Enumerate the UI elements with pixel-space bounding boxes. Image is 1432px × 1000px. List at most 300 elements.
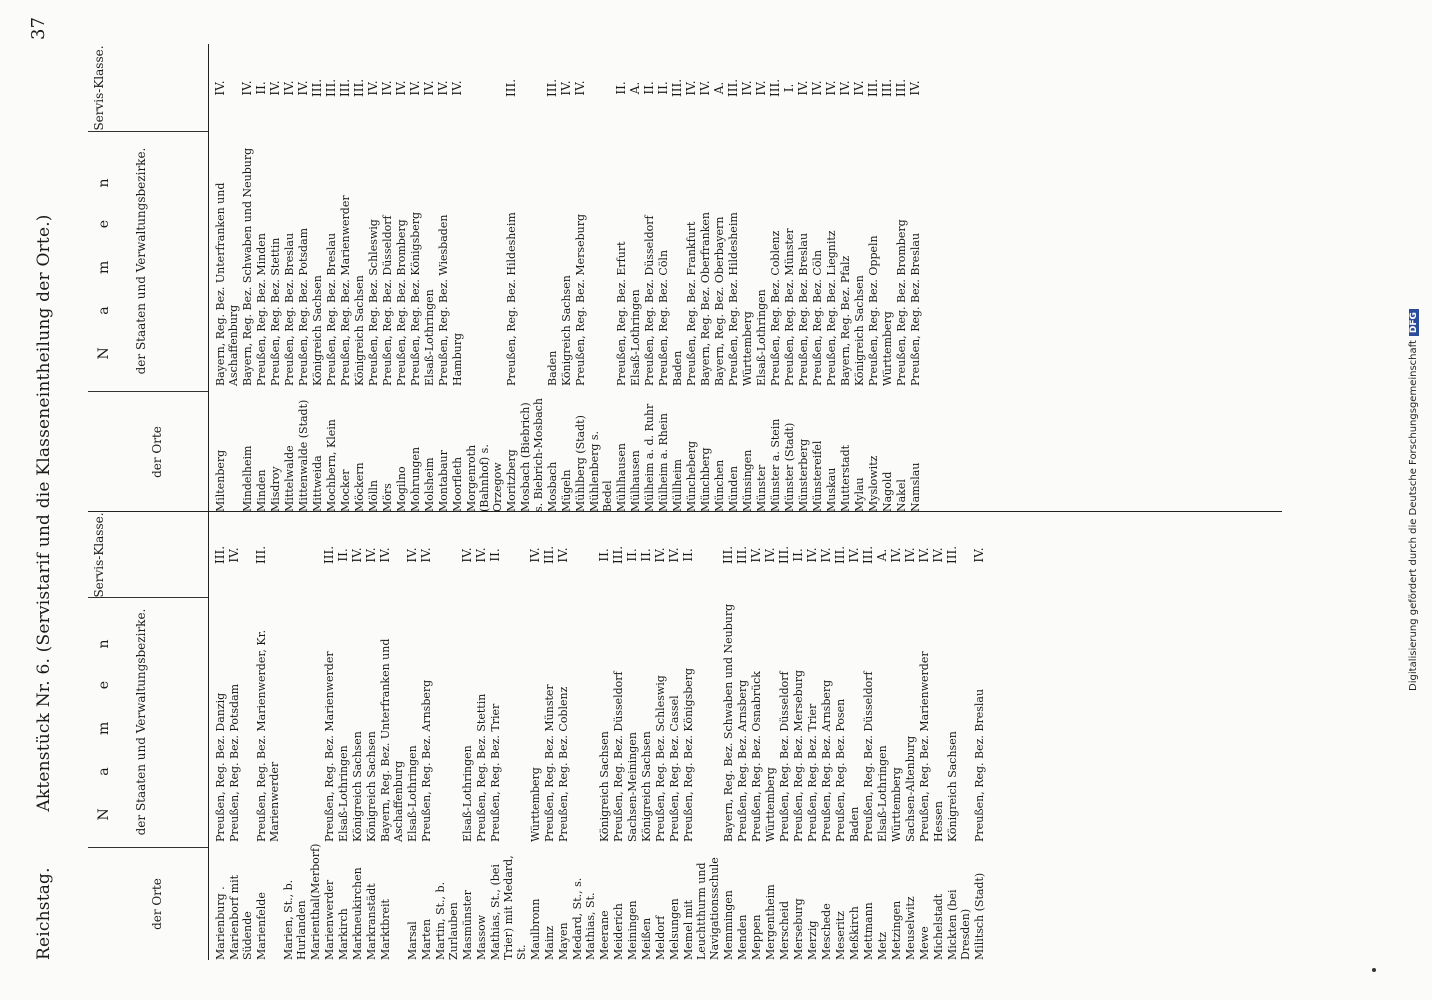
servis-class: IV. (917, 547, 931, 563)
district-name: Preußen, Reg. Bez. Münster (783, 228, 796, 386)
place-name: Meiderich (612, 903, 625, 960)
place-name: Mühlenberg s. Bedel (588, 430, 614, 512)
district-name: Bayern, Reg. Bez. Schwaben und Neuburg (722, 603, 735, 842)
district-name: Preußen, Reg. Bez. Coblenz (557, 686, 570, 842)
header-staaten-right: der Staaten und Verwaltungsbezirke. (134, 147, 148, 375)
district-name: Preußen, Reg. Bez. Minden (255, 233, 268, 386)
table-row (805, 512, 819, 960)
table-row (889, 512, 903, 960)
table-row (366, 44, 380, 512)
place-name: Marienfelde (255, 892, 268, 960)
table-row (408, 44, 422, 512)
servis-class: II. (656, 81, 670, 95)
district-name: Preußen, Reg. Bez. Marienwerder (339, 195, 352, 386)
servis-class: III. (310, 78, 324, 98)
district-name: Königreich Sachsen (351, 731, 364, 842)
place-name: Meßkirch (848, 906, 861, 960)
servis-class: IV. (838, 80, 852, 96)
table-row (796, 44, 810, 512)
place-name: Münster (Stadt) (783, 422, 796, 512)
table-row (528, 512, 542, 960)
servis-class: IV. (422, 80, 436, 96)
place-name: Menden (736, 914, 749, 960)
right-table (88, 44, 1282, 512)
header-namen: N a m e n (96, 625, 112, 821)
page-number: 37 (28, 16, 49, 40)
district-name: Elsaß-Lothringen (337, 745, 350, 842)
place-name: Marienwerder (323, 879, 336, 960)
table-row (352, 44, 366, 512)
servis-class: IV. (296, 80, 310, 96)
district-name: Königreich Sachsen (598, 731, 611, 842)
table-row (559, 44, 573, 512)
servis-class: III. (833, 545, 847, 565)
servis-class: II. (614, 81, 628, 95)
servis-class: IV. (450, 80, 464, 96)
place-name: Meschede (820, 903, 833, 960)
place-name: Mainz (543, 925, 556, 960)
servis-class: III. (894, 78, 908, 98)
place-name: Marsal (406, 921, 419, 960)
servis-class: IV. (405, 547, 419, 563)
district-name: Preußen, Reg. Bez. Schleswig (367, 219, 380, 386)
header-orte: der Orte (150, 878, 164, 930)
servis-class: IV. (698, 80, 712, 96)
table-row (880, 44, 894, 512)
district-name: Sachsen-Altenburg (904, 735, 917, 842)
servis-class: IV. (419, 547, 433, 563)
place-name: Münstereifel (811, 440, 824, 512)
district-name: Baden (848, 806, 861, 842)
table-row (642, 44, 656, 512)
servis-class: III. (866, 78, 880, 98)
scan-speck (1372, 968, 1376, 972)
district-name: Preußen, Reg. Bez. Erfurt (615, 241, 628, 386)
district-name: Württemberg (764, 767, 777, 842)
servis-class: II. (488, 548, 502, 562)
district-name: Königreich Sachsen (946, 731, 959, 842)
place-name: Marienborf mit Südende (228, 874, 254, 960)
place-name: Markirch (337, 908, 350, 960)
servis-class: IV. (903, 547, 917, 563)
table-row (791, 512, 805, 960)
servis-class: IV. (366, 80, 380, 96)
table-row (721, 512, 735, 960)
place-name: Namslau (909, 462, 922, 512)
table-row (749, 512, 763, 960)
table-row (240, 44, 254, 512)
district-name: Preußen, Reg. Bez. Danzig (214, 692, 227, 842)
header-klasse: Servis-Klasse. (92, 512, 106, 598)
place-name: Meißen (640, 917, 653, 960)
table-row (336, 512, 350, 960)
district-name: Königreich Sachsen (853, 275, 866, 386)
place-name: Mörs (381, 483, 394, 512)
servis-class: IV. (380, 80, 394, 96)
place-name: Maulbronn (529, 898, 542, 960)
servis-class: IV. (847, 547, 861, 563)
district-name: Königreich Sachsen (640, 731, 653, 842)
place-name: Mayen (557, 922, 570, 960)
district-name: Preußen, Reg. Bez. Königsberg (409, 211, 422, 386)
right-table-header (88, 44, 209, 512)
place-name: Mylau (853, 477, 866, 512)
servis-class: IV. (556, 547, 570, 563)
servis-class: III. (945, 545, 959, 565)
table-row (296, 44, 310, 512)
servis-class: A. (712, 81, 726, 95)
place-name: Meiningen (626, 900, 639, 960)
servis-class: IV. (684, 80, 698, 96)
district-name: Königreich Sachsen (560, 275, 573, 386)
table-row (545, 44, 559, 512)
place-name: Mosbach (Biebrich) s. Biebrich-Mosbach (519, 398, 545, 512)
table-row (639, 512, 653, 960)
table-row (726, 44, 740, 512)
servis-class: IV. (805, 547, 819, 563)
place-name: Mügeln (560, 469, 573, 512)
servis-class: IV. (796, 80, 810, 96)
place-name: Meerane (598, 910, 611, 960)
place-name: Mittelwalde (283, 445, 296, 512)
servis-class: IV. (436, 80, 450, 96)
table-row (281, 512, 308, 960)
table-row (670, 44, 684, 512)
servis-class: IV. (889, 547, 903, 563)
servis-class: IV. (972, 547, 986, 563)
place-name: Merzig (806, 920, 819, 960)
servis-class: I. (782, 83, 796, 93)
district-name: Preußen, Reg. Bez. Merseburg (574, 213, 587, 386)
servis-class: IV. (282, 80, 296, 96)
servis-class: IV. (394, 80, 408, 96)
servis-class: III. (721, 545, 735, 565)
table-row (213, 512, 227, 960)
district-name: Württemberg (529, 767, 542, 842)
table-row (324, 44, 338, 512)
table-row (474, 512, 488, 960)
place-name: Michelstadt (932, 893, 945, 960)
place-name: Mewe (918, 926, 931, 960)
district-name: Preußen, Reg. Bez. Arnsberg (420, 679, 433, 842)
left-table (88, 512, 1282, 960)
district-name: Königreich Sachsen (353, 275, 366, 386)
servis-class: IV. (364, 547, 378, 563)
district-name: Preußen, Reg. Bez. Liegnitz (825, 230, 838, 386)
table-row (436, 44, 450, 512)
place-name: Marienthal(Merborf) (309, 843, 322, 960)
district-name: Elsaß-Lothringen (423, 289, 436, 386)
servis-class: IV. (852, 80, 866, 96)
servis-class: IV. (749, 547, 763, 563)
table-row (488, 512, 528, 960)
table-row (908, 44, 922, 512)
credit-text: Digitalisierung gefördert durch die Deutsche Forschungsgemeinschaft (1408, 340, 1419, 691)
place-name: Mittenwalde (Stadt) (297, 399, 310, 512)
district-name: Sachsen-Meiningen (626, 732, 639, 842)
table-row (894, 44, 908, 512)
district-name: Elsaß-Lothringen (755, 289, 768, 386)
district-name: Preußen, Reg. Bez. Potsdam (228, 683, 241, 842)
table-row (768, 44, 782, 512)
district-name: Preußen, Reg. Bez. Königsberg (682, 667, 695, 842)
table-row (364, 512, 378, 960)
place-name: Miltenberg (214, 449, 227, 512)
table-row (227, 512, 254, 960)
district-name: Preußen, Reg. Bez. Marienwerder (918, 651, 931, 842)
table-row (394, 44, 408, 512)
place-name: Meseritz (834, 911, 847, 960)
table-row (847, 512, 861, 960)
table-row (824, 44, 838, 512)
place-name: Möckern (353, 462, 366, 512)
servis-class: III. (254, 545, 268, 565)
district-name: Preußen, Reg. Bez. Düsseldorf (381, 215, 394, 386)
table-row (656, 44, 670, 512)
district-name: Preußen, Reg. Bez. Schleswig (654, 675, 667, 842)
header-reichstag: Reichstag. (34, 867, 54, 960)
district-name: Preußen, Reg. Bez. Potsdam (297, 227, 310, 386)
table-row (433, 512, 460, 960)
district-name: Preußen, Reg. Bez. Arnsberg (820, 679, 833, 842)
servis-class: III. (861, 545, 875, 565)
district-name: Elsaß-Lothringen (876, 745, 889, 842)
place-name: Mettmann (862, 902, 875, 960)
table-row (350, 512, 364, 960)
place-name: Misdroy (269, 466, 282, 512)
district-name: Württemberg (881, 311, 894, 386)
place-name: Moorfleth (451, 456, 464, 512)
district-name: Preußen, Reg. Bez. Breslau (909, 232, 922, 386)
servis-class: III. (670, 78, 684, 98)
district-name: Preußen, Reg. Bez. Breslau (973, 688, 986, 842)
district-name: Preußen, Reg. Bez. Düsseldorf (643, 215, 656, 386)
table-row (419, 512, 433, 960)
place-name: Mindelheim (241, 445, 254, 512)
table-row (667, 512, 681, 960)
place-name: Markneukirchen (351, 867, 364, 960)
district-name: Preußen, Reg. Bez. Münster (543, 684, 556, 842)
table-row (460, 512, 474, 960)
place-name: Mohrungen (409, 446, 422, 512)
servis-class: IV. (573, 80, 587, 96)
table-row (861, 512, 875, 960)
servis-class: III. (352, 78, 366, 98)
district-name: Preußen, Reg. Bez. Düsseldorf (778, 671, 791, 842)
servis-class: III. (545, 78, 559, 98)
place-name: Minden (255, 469, 268, 512)
district-name: Bayern, Reg. Bez. Oberfranken (699, 212, 712, 386)
table-row (735, 512, 749, 960)
servis-class: II. (639, 548, 653, 562)
place-name: München (713, 459, 726, 512)
district-name: Preußen, Reg. Bez. Posen (834, 698, 847, 842)
table-row (763, 512, 777, 960)
place-name: Mittweida (311, 455, 324, 512)
district-name: Königreich Sachsen (365, 731, 378, 842)
table-row (614, 44, 628, 512)
servis-class: II. (625, 548, 639, 562)
table-row (611, 512, 625, 960)
district-name: Elsaß-Lothringen (406, 745, 419, 842)
place-name: Marienburg . (214, 886, 227, 960)
servis-class: IV. (763, 547, 777, 563)
header-orte-right: der Orte (150, 426, 164, 478)
servis-class: III. (735, 545, 749, 565)
district-name: Preußen, Reg. Bez. Wiesbaden (437, 214, 450, 386)
place-name: Münster (755, 464, 768, 512)
place-name: Mülheim a. Rhein (657, 413, 670, 512)
servis-class: II. (336, 548, 350, 562)
table-row (556, 512, 570, 960)
place-name: Marten (420, 918, 433, 960)
place-name: Meldorf (654, 915, 667, 960)
table-row (903, 512, 917, 960)
servis-class: III. (726, 78, 740, 98)
servis-class: A. (628, 81, 642, 95)
place-name: Metz (876, 932, 889, 960)
table-row (573, 44, 587, 512)
servis-class: III. (213, 545, 227, 565)
table-row (518, 44, 545, 512)
district-name: Preußen, Reg. Bez. Stettin (269, 237, 282, 386)
table-row (380, 44, 394, 512)
district-name: Preußen, Reg. Bez. Stettin (475, 693, 488, 842)
place-name: Metzingen (890, 900, 903, 960)
place-name: Mogilno (395, 466, 408, 512)
district-name: Preußen, Reg. Bez. Hildesheim (727, 212, 740, 386)
servis-class: II. (642, 81, 656, 95)
servis-class: IV. (528, 547, 542, 563)
table-row (422, 44, 436, 512)
table-row (740, 44, 754, 512)
table-row (866, 44, 880, 512)
table-row (308, 512, 322, 960)
table-row (570, 512, 597, 960)
place-name: Mathias, St., (bei Trier) mit Medard, St. (489, 855, 528, 960)
table-row (777, 512, 791, 960)
place-name: Mölln (367, 479, 380, 512)
right-rows (213, 44, 922, 512)
servis-class: III. (322, 545, 336, 565)
servis-class: IV. (667, 547, 681, 563)
table-row (282, 44, 296, 512)
servis-class: III. (880, 78, 894, 98)
servis-class: IV. (240, 80, 254, 96)
district-name: Bayern, Reg. Bez. Pfalz (839, 255, 852, 386)
place-name: Medard, St., s. Mathias, St. (571, 877, 597, 960)
place-name: Markranstädt (365, 883, 378, 960)
servis-class: II. (597, 548, 611, 562)
place-name: Morgenroth (Bahnhof) s. Orzegow (465, 444, 504, 512)
table-row (542, 512, 556, 960)
table-row (972, 512, 986, 960)
table-row (945, 512, 972, 960)
servis-class: III. (338, 78, 352, 98)
place-name: Myslowitz (867, 455, 880, 512)
place-name: Mülhausen (629, 450, 642, 512)
place-name: Militsch (Stadt) (973, 872, 986, 960)
district-name: Preußen, Reg. Bez. Oppeln (867, 235, 880, 386)
table-row (310, 44, 324, 512)
district-name: Preußen, Reg. Bez. Trier (806, 703, 819, 842)
servis-class: IV. (408, 80, 422, 96)
place-name: Müncheberg (685, 440, 698, 512)
district-name: Preußen, Reg. Bez. Breslau (797, 232, 810, 386)
district-name: Preußen, Reg. Bez. Breslau (325, 232, 338, 386)
table-row (698, 44, 712, 512)
place-name: Montabaur (437, 450, 450, 512)
place-name: Münden (727, 465, 740, 512)
district-name: Preußen, Reg. Bez. Bromberg (895, 219, 908, 386)
header-title: Aktenstück Nr. 6. (Servistarif und die Klasseneintheilung der Orte.) (34, 214, 54, 812)
place-name: Mosbach (546, 461, 559, 512)
place-name: Münchberg (699, 447, 712, 512)
table-row (587, 44, 614, 512)
place-name: Molsheim (423, 457, 436, 512)
district-name: Württemberg (890, 767, 903, 842)
place-name: Marktbreit (379, 899, 392, 960)
servis-class: IV. (227, 547, 241, 563)
servis-class: III. (777, 545, 791, 565)
district-name: Elsaß-Lothringen (629, 289, 642, 386)
place-name: Marien, St., b. Hurlanden (282, 879, 308, 960)
table-row (810, 44, 824, 512)
place-name: Meuselwitz (904, 896, 917, 960)
place-name: Merscheid (778, 901, 791, 960)
table-row (712, 44, 726, 512)
table-row (917, 512, 931, 960)
place-name: Mühlhausen (615, 443, 628, 512)
page-header (28, 16, 54, 960)
place-name: Martin, St., b. Zurlauben (434, 881, 460, 960)
district-name: Preußen, Reg. Bez. Merseburg (792, 669, 805, 842)
table-row (782, 44, 796, 512)
servis-class: IV. (268, 80, 282, 96)
district-name: Baden (546, 350, 559, 386)
table-row (405, 512, 419, 960)
table-row (450, 44, 464, 512)
servis-class: III. (611, 545, 625, 565)
place-name: Memmingen (722, 890, 735, 960)
district-name: Preußen, Reg. Bez. Cassel (668, 695, 681, 842)
district-name: Preußen, Reg. Bez. Coblenz (769, 230, 782, 386)
place-name: Münsterberg (797, 438, 810, 512)
place-name: Moritzberg (505, 449, 518, 512)
table-row (625, 512, 639, 960)
header-staaten: der Staaten und Verwaltungsbezirke. (134, 608, 148, 836)
digitization-credit (1408, 0, 1419, 1000)
table-row (681, 512, 721, 960)
place-name: Masmünster (461, 890, 474, 960)
left-table-header (88, 512, 209, 960)
district-name: Preußen, Reg. Bez. Arnsberg (736, 679, 749, 842)
servis-class: IV. (350, 547, 364, 563)
place-name: Nagold (881, 471, 894, 512)
table-row (684, 44, 698, 512)
district-name: Preußen, Reg. Bez. Düsseldorf (612, 671, 625, 842)
district-name: Bayern, Reg. Bez. Oberbayern (713, 216, 726, 386)
servis-class: III. (504, 78, 518, 98)
table-row (322, 512, 336, 960)
header-klasse-right: Servis-Klasse. (92, 45, 106, 131)
servis-class: IV. (460, 547, 474, 563)
table-row (754, 44, 768, 512)
servis-class: IV. (740, 80, 754, 96)
servis-class: IV. (819, 547, 833, 563)
servis-class: IV. (754, 80, 768, 96)
table-row (819, 512, 833, 960)
